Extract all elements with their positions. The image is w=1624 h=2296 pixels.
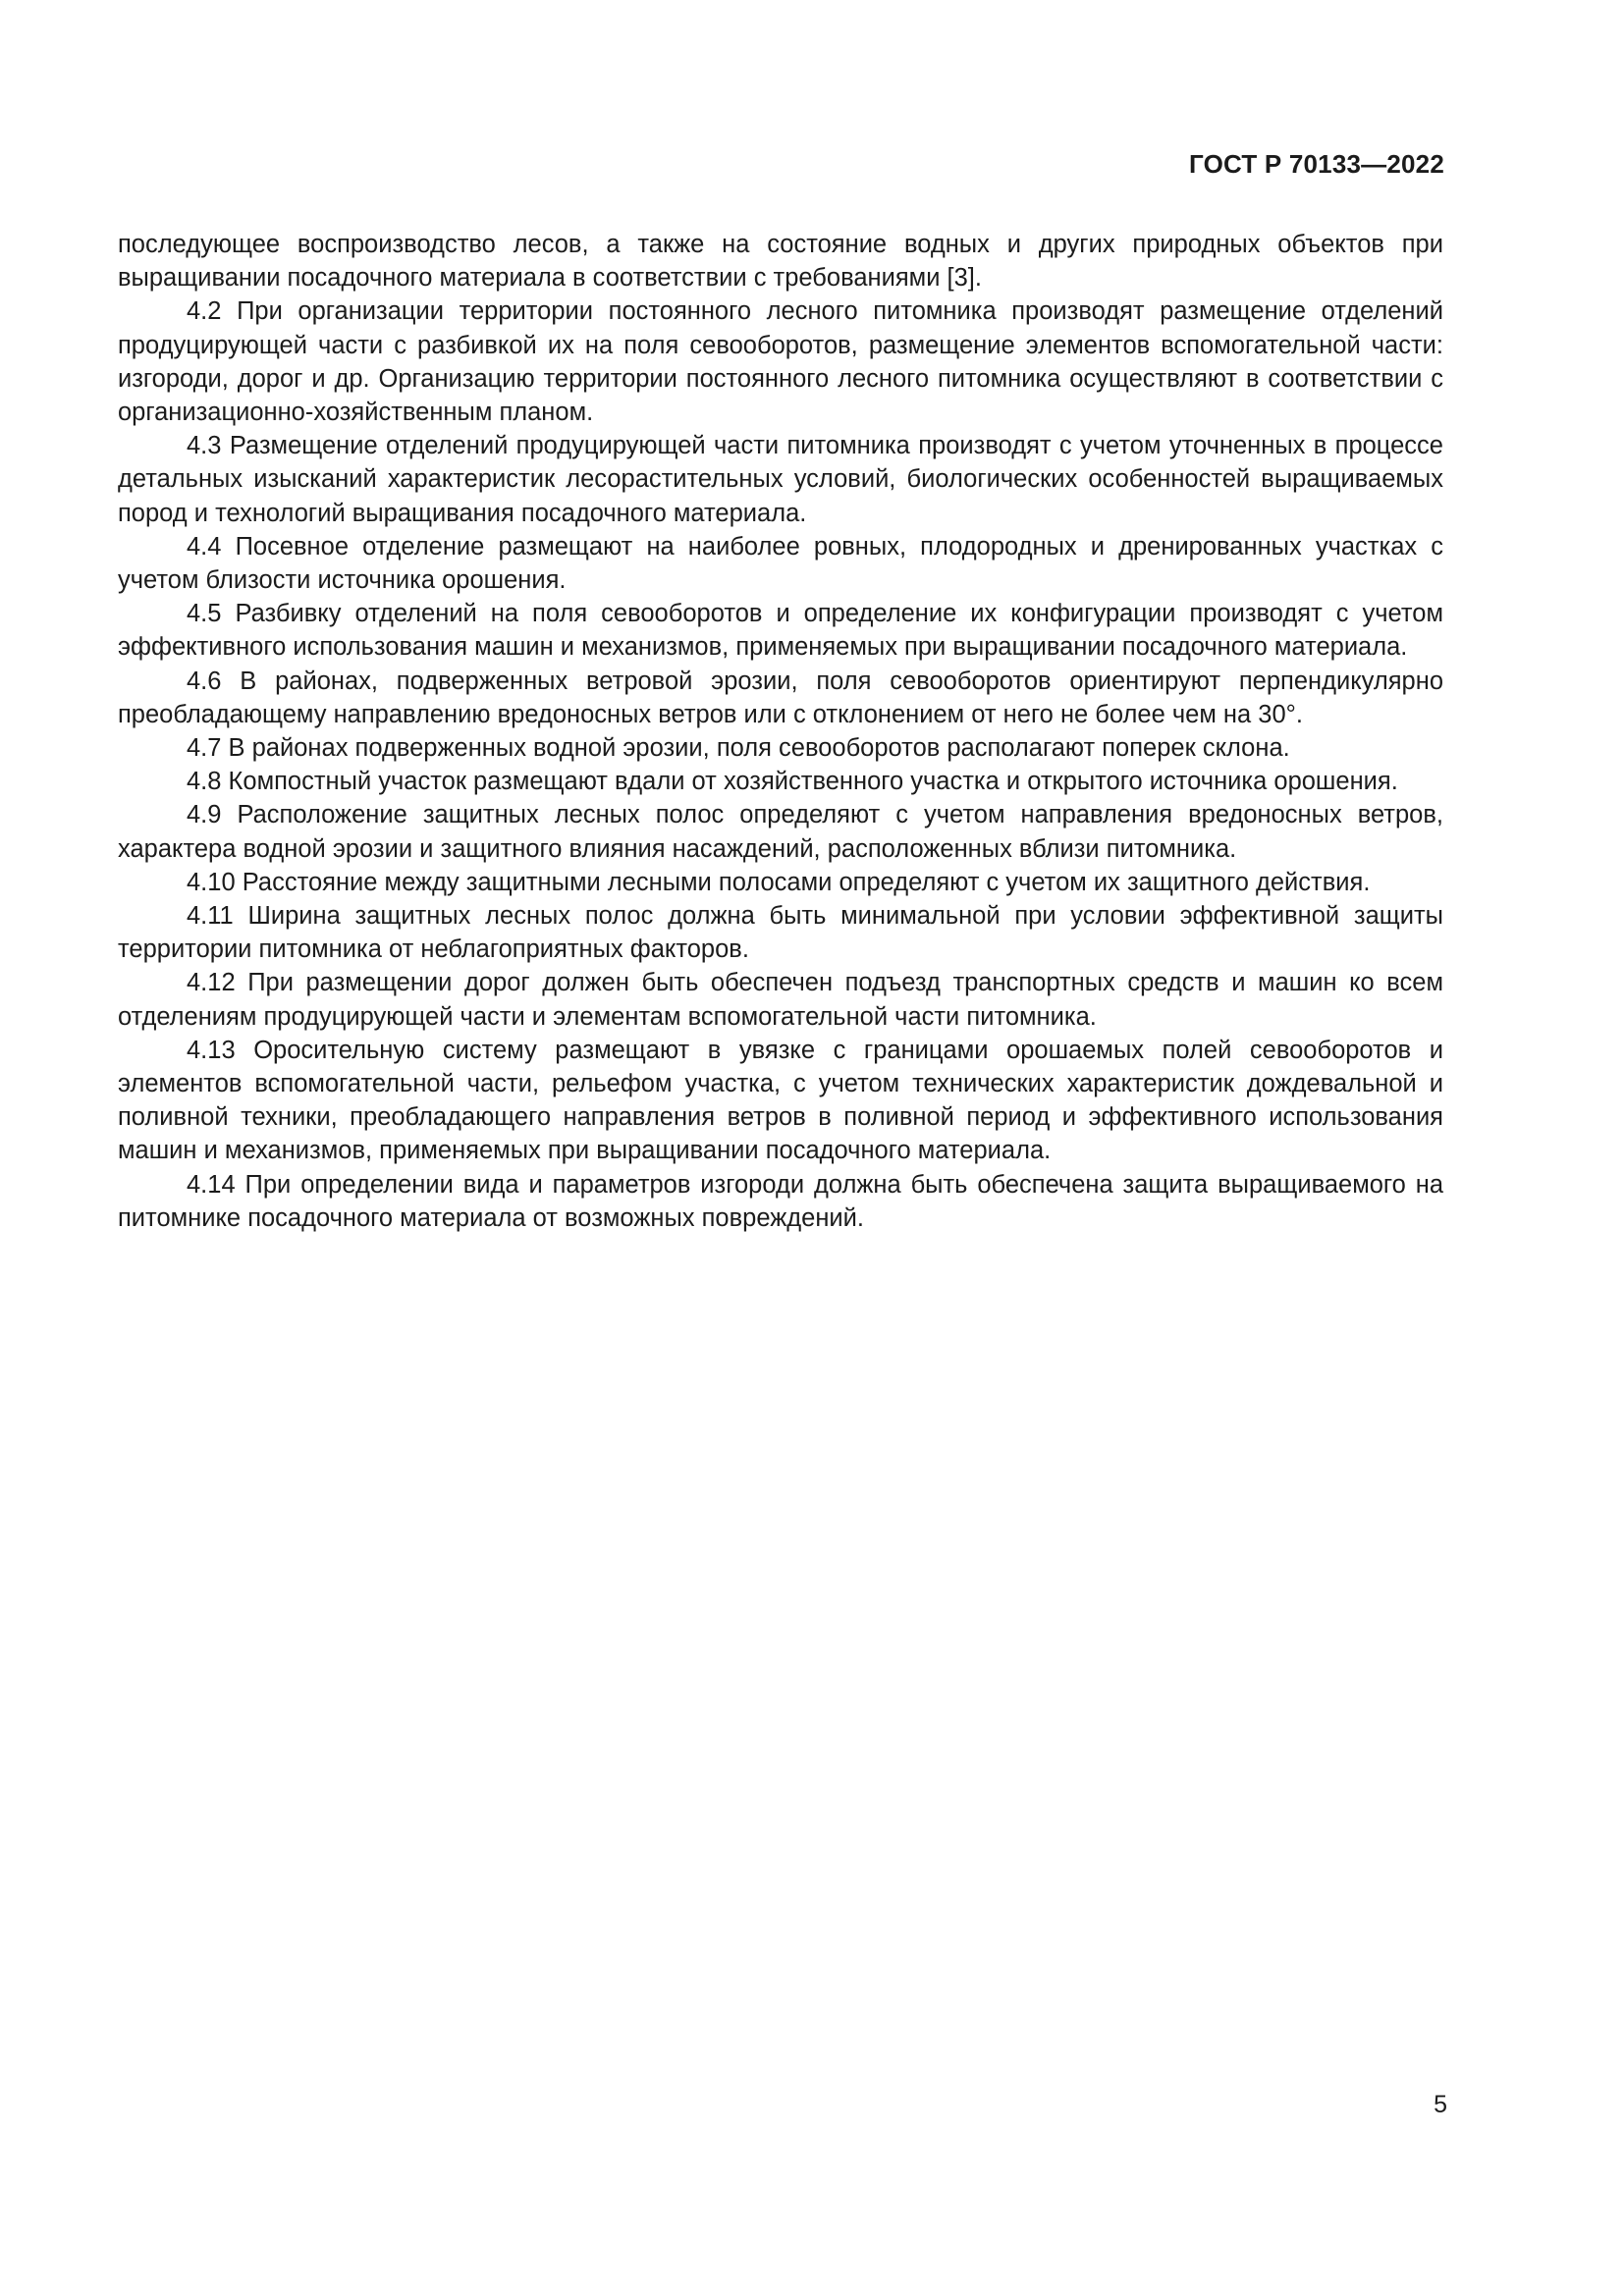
clause-text: Разбивку отделений на поля севооборотов и определение их конфигурации производят с учетом эффективного использования машин и механизмов, применяемых при выращивании посадочного материала.	[118, 600, 1443, 662]
intro-continuation: последующее воспроизводство лесов, а также на состояние водных и других природных объектов при выращивании посадочного материала в соответствии с требованиями [3].	[118, 231, 1443, 293]
page-number: 5	[1434, 2091, 1447, 2118]
clause-4-10	[118, 866, 1443, 899]
clause-4-9	[118, 798, 1443, 865]
clause-4-2	[118, 294, 1443, 429]
clause-number: 4.14	[187, 1170, 236, 1199]
clause-4-6	[118, 665, 1443, 731]
document-body	[118, 228, 1443, 1235]
clause-number: 4.13	[187, 1036, 236, 1064]
clause-text: Ширина защитных лесных полос должна быть минимальной при условии эффективной защиты территории питомника от неблагоприятных факторов.	[118, 902, 1443, 964]
clause-number: 4.9	[187, 801, 222, 829]
clause-text: Расположение защитных лесных полос определяют с учетом направления вредоносных ветров, характера водной эрозии и защитного влияния насаждений, расположенных вблизи питомника.	[118, 801, 1443, 863]
clause-number: 4.3	[187, 432, 222, 460]
clause-number: 4.12	[187, 969, 236, 997]
clause-4-8	[118, 765, 1443, 798]
clause-text: Оросительную систему размещают в увязке с границами орошаемых полей севооборотов и элементов вспомогательной части, рельефом участка, с учетом технических характеристик дождевальной и поливной техники, преобладающего направления ветров в поливной период и эффективного использования машин и механизмов, применяемых при выращивании посадочного материала.	[118, 1036, 1443, 1165]
clause-4-4	[118, 530, 1443, 597]
clause-text: Посевное отделение размещают на наиболее ровных, плодородных и дренированных участках с учетом близости источника орошения.	[118, 532, 1443, 595]
clause-text: При размещении дорог должен быть обеспечен подъезд транспортных средств и машин ко всем отделениям продуцирующей части и элементам вспомогательной части питомника.	[118, 969, 1443, 1031]
clause-4-3	[118, 429, 1443, 530]
clause-4-11	[118, 899, 1443, 966]
clause-4-12	[118, 966, 1443, 1033]
clause-number: 4.8	[187, 768, 222, 796]
clause-4-5	[118, 597, 1443, 664]
document-header	[1189, 149, 1444, 180]
clause-number: 4.7	[187, 734, 222, 763]
clause-number: 4.10	[187, 868, 236, 896]
clause-text: Компостный участок размещают вдали от хозяйственного участка и открытого источника орошения.	[228, 768, 1398, 796]
clause-text: При определении вида и параметров изгороди должна быть обеспечена защита выращиваемого на питомнике посадочного материала от возможных повреждений.	[118, 1170, 1443, 1232]
clause-number: 4.4	[187, 532, 222, 561]
clause-text: Расстояние между защитными лесными полосами определяют с учетом их защитного действия.	[242, 868, 1371, 896]
clause-4-7	[118, 731, 1443, 765]
clause-number: 4.6	[187, 667, 222, 695]
clause-4-14	[118, 1168, 1443, 1235]
clause-text: При организации территории постоянного лесного питомника производят размещение отделений продуцирующей части с разбивкой их на поля севооборотов, размещение элементов вспомогательной части: изгороди, дорог и др. Организацию территории постоянного лесного питомника осуществляют в соответствии с организационно-хозяйственным планом.	[118, 297, 1443, 427]
clause-text: В районах подверженных водной эрозии, поля севооборотов располагают поперек склона.	[228, 734, 1290, 763]
document-id: ГОСТ Р 70133—2022	[1189, 149, 1444, 179]
clause-number: 4.2	[187, 297, 222, 326]
clause-text: Размещение отделений продуцирующей части питомника производят с учетом уточненных в процессе детальных изысканий характеристик лесорастительных условий, биологических особенностей выращиваемых пород и технологий выращивания посадочного материала.	[118, 432, 1443, 527]
clause-number: 4.5	[187, 600, 222, 628]
clause-text: В районах, подверженных ветровой эрозии, поля севооборотов ориентируют перпендикулярно преобладающему направлению вредоносных ветров или с отклонением от него не более чем на 30°.	[118, 667, 1444, 728]
clause-number: 4.11	[187, 902, 234, 931]
clause-4-13	[118, 1034, 1443, 1168]
